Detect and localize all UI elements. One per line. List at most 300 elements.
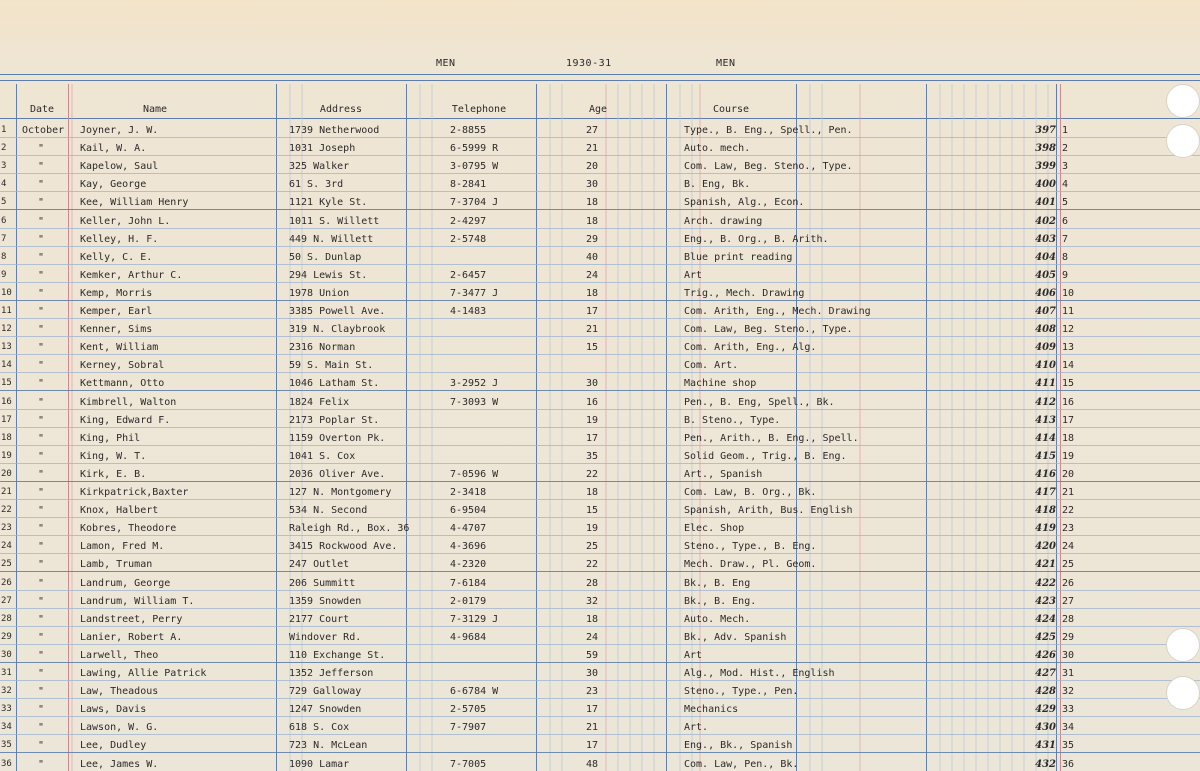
- telephone-cell: 7-0596 W: [450, 468, 499, 480]
- course-cell: Art: [684, 649, 703, 661]
- age-cell: 40: [586, 251, 599, 263]
- sequence-number: 406: [1035, 287, 1056, 299]
- row-rule: [0, 698, 1200, 699]
- telephone-cell: 4-4707: [450, 523, 487, 535]
- telephone-cell: 6-9504: [450, 505, 487, 517]
- row-number: 4: [1, 179, 7, 190]
- name-cell: Kenner, Sims: [80, 324, 153, 336]
- address-cell: 2316 Norman: [289, 342, 356, 354]
- date-cell: ": [38, 722, 45, 734]
- row-number: 27: [1, 595, 12, 606]
- address-cell: 2036 Oliver Ave.: [289, 468, 386, 480]
- sequence-number: 415: [1035, 450, 1056, 462]
- date-cell: ": [38, 233, 45, 245]
- telephone-cell: 2-4297: [450, 215, 487, 227]
- name-cell: Kimbrell, Walton: [80, 396, 177, 408]
- name-cell: Kemker, Arthur C.: [80, 269, 183, 281]
- name-cell: Kee, William Henry: [80, 197, 189, 209]
- sequence-number: 426: [1035, 649, 1056, 661]
- name-cell: King, Phil: [80, 432, 141, 444]
- date-cell: ": [38, 595, 45, 607]
- row-rule: [0, 155, 1200, 156]
- sequence-number: 405: [1035, 269, 1056, 281]
- sequence-number: 420: [1035, 541, 1056, 553]
- course-cell: Pen., B. Eng, Spell., Bk.: [684, 396, 835, 408]
- address-cell: 1352 Jefferson: [289, 668, 374, 679]
- sequence-number: 401: [1035, 197, 1056, 209]
- row-rule: [0, 517, 1200, 518]
- address-cell: 1739 Netherwood: [289, 125, 380, 136]
- right-row-number: 9: [1062, 269, 1069, 281]
- name-cell: King, W. T.: [80, 450, 147, 462]
- date-cell: ": [38, 631, 45, 643]
- course-cell: Steno., Type., Pen.: [684, 686, 799, 698]
- date-cell: ": [38, 450, 45, 462]
- age-cell: 23: [586, 686, 599, 698]
- row-rule: [0, 336, 1200, 337]
- name-cell: Kettmann, Otto: [80, 378, 165, 390]
- top-rule: [0, 80, 1200, 81]
- row-rule: [0, 409, 1200, 410]
- age-cell: 59: [586, 649, 599, 661]
- header-left: MEN: [436, 58, 456, 69]
- row-number: 12: [1, 324, 12, 335]
- date-cell: ": [38, 324, 45, 336]
- telephone-cell: 2-5705: [450, 704, 487, 716]
- column-header-course: Course: [712, 104, 750, 115]
- course-cell: Blue print reading: [684, 251, 793, 263]
- row-number: 31: [1, 668, 12, 678]
- name-cell: Kemp, Morris: [80, 287, 153, 299]
- age-cell: 15: [586, 342, 599, 354]
- age-cell: 18: [586, 215, 599, 227]
- row-rule: [0, 752, 1200, 753]
- age-cell: 17: [586, 306, 599, 317]
- row-rule: [0, 228, 1200, 229]
- right-row-number: 32: [1062, 686, 1075, 698]
- row-number: 34: [1, 722, 12, 733]
- telephone-cell: 7-3704 J: [450, 197, 499, 209]
- telephone-cell: 2-8855: [450, 125, 487, 136]
- name-cell: Knox, Halbert: [80, 505, 159, 517]
- name-cell: Landstreet, Perry: [80, 613, 183, 625]
- address-cell: 2173 Poplar St.: [289, 414, 380, 426]
- row-number: 10: [1, 287, 12, 298]
- address-cell: 1359 Snowden: [289, 595, 362, 607]
- date-cell: October: [22, 125, 65, 136]
- address-cell: Windover Rd.: [289, 631, 362, 643]
- address-cell: 325 Walker: [289, 161, 350, 173]
- row-number: 15: [1, 378, 12, 389]
- address-cell: 1011 S. Willett: [289, 215, 380, 227]
- date-cell: ": [38, 758, 45, 770]
- row-number: 16: [1, 396, 12, 407]
- telephone-cell: 7-3129 J: [450, 613, 499, 625]
- age-cell: 21: [586, 324, 599, 336]
- row-rule: [0, 716, 1200, 717]
- name-cell: Landrum, George: [80, 577, 171, 589]
- name-cell: Kirk, E. B.: [80, 468, 147, 480]
- address-cell: 1046 Latham St.: [289, 378, 380, 390]
- age-cell: 48: [586, 758, 599, 770]
- telephone-cell: 2-5748: [450, 233, 487, 245]
- right-row-number: 26: [1062, 577, 1075, 589]
- row-rule: [0, 445, 1200, 446]
- right-row-number: 6: [1062, 215, 1069, 227]
- sequence-number: 399: [1035, 161, 1056, 173]
- address-cell: 206 Summitt: [289, 577, 356, 589]
- right-row-number: 20: [1062, 468, 1075, 480]
- course-cell: Bk., B. Eng: [684, 577, 751, 589]
- address-cell: 319 N. Claybrook: [289, 324, 386, 336]
- sequence-number: 407: [1035, 306, 1056, 317]
- header-year: 1930-31: [566, 58, 612, 69]
- date-cell: ": [38, 287, 45, 299]
- right-row-number: 27: [1062, 595, 1075, 607]
- right-row-number: 29: [1062, 631, 1075, 643]
- right-row-number: 23: [1062, 523, 1075, 535]
- age-cell: 27: [586, 125, 599, 136]
- row-number: 26: [1, 577, 12, 588]
- course-cell: Alg., Mod. Hist., English: [684, 668, 835, 679]
- date-cell: ": [38, 505, 45, 517]
- age-cell: 28: [586, 577, 599, 589]
- column-header-age: Age: [588, 104, 608, 115]
- right-row-number: 11: [1062, 306, 1075, 317]
- header-right: MEN: [716, 58, 736, 69]
- row-rule: [0, 734, 1200, 735]
- address-cell: 1978 Union: [289, 287, 350, 299]
- sequence-number: 430: [1035, 722, 1056, 734]
- course-cell: Com. Arith, Eng., Alg.: [684, 342, 817, 354]
- right-row-number: 5: [1062, 197, 1069, 209]
- right-row-number: 30: [1062, 649, 1075, 661]
- age-cell: 30: [586, 179, 599, 191]
- age-cell: 32: [586, 595, 599, 607]
- row-number: 3: [1, 161, 7, 172]
- course-cell: Elec. Shop: [684, 523, 745, 535]
- address-cell: 61 S. 3rd: [289, 179, 344, 191]
- sequence-number: 410: [1035, 360, 1056, 372]
- age-cell: 18: [586, 487, 599, 498]
- age-cell: 18: [586, 197, 599, 209]
- name-cell: Kerney, Sobral: [80, 360, 165, 372]
- sequence-number: 424: [1035, 613, 1056, 625]
- course-cell: Arch. drawing: [684, 215, 763, 227]
- row-number: 7: [1, 233, 7, 244]
- age-cell: 22: [586, 468, 599, 480]
- address-cell: 1247 Snowden: [289, 704, 362, 716]
- age-cell: 21: [586, 143, 599, 155]
- row-number: 6: [1, 215, 7, 226]
- row-number: 11: [1, 306, 12, 316]
- name-cell: Lee, Dudley: [80, 740, 147, 752]
- course-cell: Bk., Adv. Spanish: [684, 631, 787, 643]
- telephone-cell: 4-2320: [450, 559, 487, 571]
- right-row-number: 18: [1062, 432, 1075, 444]
- row-number: 9: [1, 269, 7, 280]
- telephone-cell: 7-3477 J: [450, 287, 499, 299]
- date-cell: ": [38, 161, 45, 173]
- course-cell: Pen., Arith., B. Eng., Spell.: [684, 432, 859, 444]
- row-number: 2: [1, 143, 7, 154]
- address-cell: 110 Exchange St.: [289, 649, 386, 661]
- row-rule: [0, 463, 1200, 464]
- address-cell: 294 Lewis St.: [289, 269, 368, 281]
- right-row-number: 13: [1062, 342, 1075, 354]
- row-number: 13: [1, 342, 12, 353]
- name-cell: Lamb, Truman: [80, 559, 153, 571]
- course-cell: Com. Law, B. Org., Bk.: [684, 487, 817, 498]
- course-cell: Eng., Bk., Spanish: [684, 740, 793, 752]
- name-cell: Lawing, Allie Patrick: [80, 668, 207, 679]
- name-cell: Kelley, H. F.: [80, 233, 159, 245]
- sequence-number: 403: [1035, 233, 1056, 245]
- address-cell: 3415 Rockwood Ave.: [289, 541, 398, 553]
- name-cell: Kemper, Earl: [80, 306, 153, 317]
- row-number: 25: [1, 559, 12, 570]
- right-row-number: 8: [1062, 251, 1069, 263]
- binder-hole: [1166, 84, 1200, 118]
- top-rule: [0, 74, 1200, 75]
- date-cell: ": [38, 414, 45, 426]
- age-cell: 17: [586, 740, 599, 752]
- row-rule: [0, 427, 1200, 428]
- date-cell: ": [38, 740, 45, 752]
- date-cell: ": [38, 360, 45, 372]
- telephone-cell: 7-3093 W: [450, 396, 499, 408]
- row-number: 21: [1, 487, 12, 497]
- name-cell: Kelly, C. E.: [80, 251, 153, 263]
- address-cell: 50 S. Dunlap: [289, 251, 362, 263]
- right-row-number: 34: [1062, 722, 1075, 734]
- telephone-cell: 4-9684: [450, 631, 487, 643]
- row-number: 14: [1, 360, 12, 371]
- column-header-date: Date: [29, 104, 55, 115]
- date-cell: ": [38, 668, 45, 679]
- date-cell: ": [38, 649, 45, 661]
- date-cell: ": [38, 179, 45, 191]
- course-cell: Eng., B. Org., B. Arith.: [684, 233, 829, 245]
- right-row-number: 24: [1062, 541, 1075, 553]
- row-number: 18: [1, 432, 12, 443]
- telephone-cell: 2-6457: [450, 269, 487, 281]
- course-cell: Com. Art.: [684, 360, 739, 372]
- age-cell: 24: [586, 631, 599, 643]
- name-cell: Keller, John L.: [80, 215, 171, 227]
- sequence-number: 423: [1035, 595, 1056, 607]
- address-cell: 1041 S. Cox: [289, 450, 356, 462]
- date-cell: ": [38, 269, 45, 281]
- age-cell: 16: [586, 396, 599, 408]
- right-row-number: 35: [1062, 740, 1075, 752]
- date-cell: ": [38, 686, 45, 698]
- row-rule: [0, 372, 1200, 373]
- row-number: 19: [1, 450, 12, 461]
- date-cell: ": [38, 523, 45, 535]
- age-cell: 18: [586, 287, 599, 299]
- row-rule: [0, 590, 1200, 591]
- name-cell: Lanier, Robert A.: [80, 631, 183, 643]
- course-cell: Com. Law, Beg. Steno., Type.: [684, 324, 853, 336]
- telephone-cell: 8-2841: [450, 179, 487, 191]
- sequence-number: 397: [1035, 125, 1056, 136]
- address-cell: 534 N. Second: [289, 505, 368, 517]
- sequence-number: 428: [1035, 686, 1056, 698]
- name-cell: Kobres, Theodore: [80, 523, 177, 535]
- row-number: 33: [1, 704, 12, 715]
- sequence-number: 422: [1035, 577, 1056, 589]
- row-rule: [0, 662, 1200, 663]
- course-cell: Solid Geom., Trig., B. Eng.: [684, 450, 847, 462]
- right-row-number: 17: [1062, 414, 1075, 426]
- name-cell: Kirkpatrick,Baxter: [80, 487, 189, 498]
- row-rule: [0, 499, 1200, 500]
- address-cell: 1031 Joseph: [289, 143, 356, 155]
- row-number: 29: [1, 631, 12, 642]
- telephone-cell: 7-7907: [450, 722, 487, 734]
- address-cell: 723 N. McLean: [289, 740, 368, 752]
- date-cell: ": [38, 396, 45, 408]
- name-cell: Kent, William: [80, 342, 159, 354]
- telephone-cell: 2-0179: [450, 595, 487, 607]
- sequence-number: 400: [1035, 179, 1056, 191]
- course-cell: Com. Law, Beg. Steno., Type.: [684, 161, 853, 173]
- telephone-cell: 6-6784 W: [450, 686, 499, 698]
- course-cell: Spanish, Alg., Econ.: [684, 197, 805, 209]
- telephone-cell: 4-1483: [450, 306, 487, 317]
- sequence-number: 414: [1035, 432, 1056, 444]
- column-header-name: Name: [142, 104, 168, 115]
- row-rule: [0, 191, 1200, 192]
- row-number: 28: [1, 613, 12, 624]
- telephone-cell: 4-3696: [450, 541, 487, 553]
- right-row-number: 10: [1062, 287, 1075, 299]
- address-cell: 449 N. Willett: [289, 233, 374, 245]
- course-cell: Machine shop: [684, 378, 757, 390]
- address-cell: 247 Outlet: [289, 559, 350, 571]
- date-cell: ": [38, 306, 45, 317]
- row-number: 22: [1, 505, 12, 516]
- name-cell: Law, Theadous: [80, 686, 159, 698]
- telephone-cell: 6-5999 R: [450, 143, 499, 155]
- right-row-number: 22: [1062, 505, 1075, 517]
- sequence-number: 408: [1035, 324, 1056, 336]
- row-number: 35: [1, 740, 12, 751]
- sequence-number: 409: [1035, 342, 1056, 354]
- row-rule: [0, 535, 1200, 536]
- sequence-number: 432: [1035, 758, 1056, 770]
- right-row-number: 16: [1062, 396, 1075, 408]
- telephone-cell: 3-2952 J: [450, 378, 499, 390]
- date-cell: ": [38, 378, 45, 390]
- age-cell: 15: [586, 505, 599, 517]
- binder-hole: [1166, 124, 1200, 158]
- column-header-address: Address: [319, 104, 363, 115]
- address-cell: 127 N. Montgomery: [289, 487, 392, 498]
- date-cell: ": [38, 197, 45, 209]
- address-cell: 1824 Felix: [289, 396, 350, 408]
- row-rule: [0, 354, 1200, 355]
- date-cell: ": [38, 143, 45, 155]
- row-rule: [0, 137, 1200, 138]
- name-cell: Lee, James W.: [80, 758, 159, 770]
- row-number: 1: [1, 125, 7, 135]
- age-cell: 18: [586, 613, 599, 625]
- column-header-telephone: Telephone: [451, 104, 507, 115]
- name-cell: Lawson, W. G.: [80, 722, 159, 734]
- address-cell: 729 Galloway: [289, 686, 362, 698]
- right-row-number: 1: [1062, 125, 1069, 136]
- row-number: 32: [1, 686, 12, 697]
- sequence-number: 412: [1035, 396, 1056, 408]
- row-number: 24: [1, 541, 12, 552]
- right-row-number: 7: [1062, 233, 1069, 245]
- age-cell: 25: [586, 541, 599, 553]
- row-rule: [0, 246, 1200, 247]
- row-rule: [0, 680, 1200, 681]
- sequence-number: 411: [1035, 378, 1056, 390]
- name-cell: Larwell, Theo: [80, 649, 159, 661]
- row-number: 5: [1, 197, 7, 208]
- date-cell: ": [38, 559, 45, 571]
- date-cell: ": [38, 468, 45, 480]
- telephone-cell: 7-6184: [450, 577, 487, 589]
- telephone-cell: 2-3418: [450, 487, 487, 498]
- course-cell: Spanish, Arith, Bus. English: [684, 505, 853, 517]
- age-cell: 19: [586, 523, 599, 535]
- date-cell: ": [38, 704, 45, 716]
- row-rule: [0, 481, 1200, 482]
- age-cell: 17: [586, 704, 599, 716]
- date-cell: ": [38, 487, 45, 498]
- right-row-number: 4: [1062, 179, 1069, 191]
- sequence-number: 404: [1035, 251, 1056, 263]
- address-cell: 3385 Powell Ave.: [289, 306, 386, 317]
- age-cell: 20: [586, 161, 599, 173]
- row-number: 8: [1, 251, 7, 262]
- name-cell: Landrum, William T.: [80, 595, 195, 607]
- sequence-number: 416: [1035, 468, 1056, 480]
- row-number: 23: [1, 523, 12, 534]
- right-row-number: 25: [1062, 559, 1075, 571]
- sequence-number: 425: [1035, 631, 1056, 643]
- row-rule: [0, 264, 1200, 265]
- course-cell: Art., Spanish: [684, 468, 763, 480]
- course-cell: Com. Law, Pen., Bk.: [684, 758, 799, 770]
- address-cell: 1090 Lamar: [289, 758, 350, 770]
- row-rule: [0, 282, 1200, 283]
- date-cell: ": [38, 251, 45, 263]
- right-row-number: 3: [1062, 161, 1069, 173]
- sequence-number: 417: [1035, 487, 1056, 498]
- right-row-number: 31: [1062, 668, 1075, 679]
- right-row-number: 33: [1062, 704, 1075, 716]
- right-row-number: 28: [1062, 613, 1075, 625]
- address-cell: 1121 Kyle St.: [289, 197, 368, 209]
- row-rule: [0, 300, 1200, 301]
- right-row-number: 21: [1062, 487, 1075, 498]
- row-rule: [0, 390, 1200, 391]
- course-cell: Art: [684, 269, 703, 281]
- row-rule: [0, 644, 1200, 645]
- course-cell: Com. Arith, Eng., Mech. Drawing: [684, 306, 871, 317]
- row-rule: [0, 318, 1200, 319]
- course-cell: Bk., B. Eng.: [684, 595, 757, 607]
- course-cell: B. Eng, Bk.: [684, 179, 751, 191]
- row-number: 20: [1, 468, 12, 479]
- name-cell: Kapelow, Saul: [80, 161, 159, 173]
